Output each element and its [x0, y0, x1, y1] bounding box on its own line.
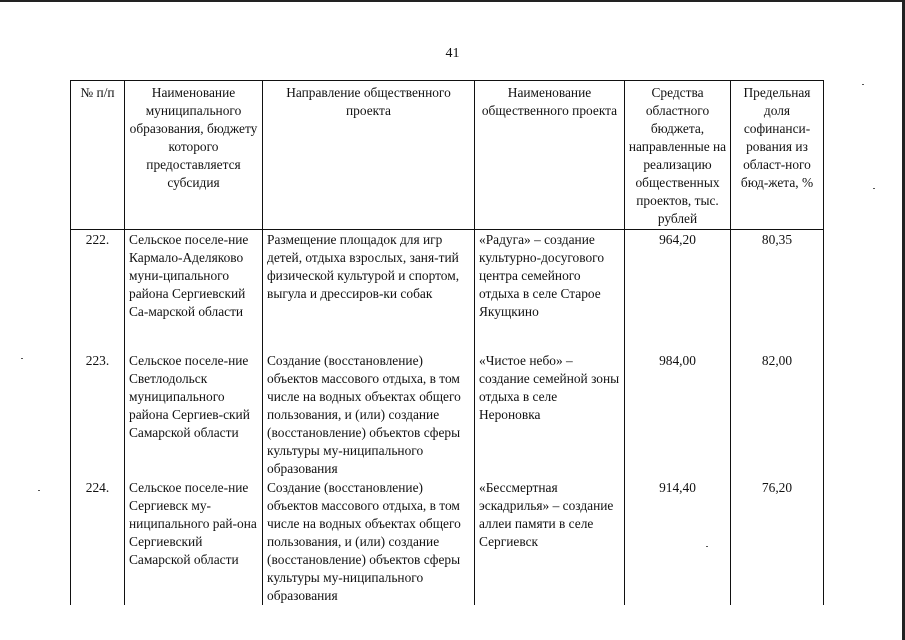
scan-border-top: [0, 0, 905, 2]
row-share: 82,00: [731, 351, 824, 478]
row-funds: 914,40: [625, 478, 731, 605]
header-project-name: Наименование общественного проекта: [475, 81, 625, 230]
row-project-name: «Бессмертная эскадрилья» – создание аллеи памяти в селе Сергиевск: [475, 478, 625, 605]
header-municipality: Наименование муниципального образования, бюджету которого предоставляется субсидия: [125, 81, 263, 230]
scan-speck: [862, 84, 864, 85]
row-number: 223.: [71, 351, 125, 478]
row-share: 76,20: [731, 478, 824, 605]
scan-speck: [38, 490, 40, 491]
scan-speck: [706, 546, 708, 547]
row-number: 224.: [71, 478, 125, 605]
row-project-name: «Чистое небо» – создание семейной зоны отдыха в селе Нероновка: [475, 351, 625, 478]
table-row: [71, 230, 824, 352]
row-funds: 984,00: [625, 351, 731, 478]
row-direction: Размещение площадок для игр детей, отдыха взрослых, заня-тий физической культурой и спортом, выгула и дрессиров-ки собак: [263, 230, 475, 352]
row-funds: 964,20: [625, 230, 731, 352]
table-header-row: [71, 81, 824, 230]
header-share: Предельная доля софинанси-рования из област-ного бюд-жета, %: [731, 81, 824, 230]
row-project-name: «Радуга» – создание культурно-досугового центра семейного отдыха в селе Старое Якущкино: [475, 230, 625, 352]
header-funds: Средства областного бюджета, направленные на реализацию общественных проектов, тыс. рублей: [625, 81, 731, 230]
row-municipality: Сельское поселе-ние Светлодольск муниципального района Сергиев-ский Самарской области: [125, 351, 263, 478]
row-municipality: Сельское поселе-ние Кармало-Аделяково муни-ципального района Сергиевский Са-марской области: [125, 230, 263, 352]
page-number: 41: [445, 46, 460, 61]
scan-speck: [873, 188, 875, 189]
header-number: № п/п: [71, 81, 125, 230]
subsidy-table: [70, 80, 824, 605]
row-number: 222.: [71, 230, 125, 352]
row-share: 80,35: [731, 230, 824, 352]
row-municipality: Сельское поселе-ние Сергиевск му-ниципального рай-она Сергиевский Самарской области: [125, 478, 263, 605]
table-row: [71, 478, 824, 605]
row-direction: Создание (восстановление) объектов массового отдыха, в том числе на водных объектах общего пользования, и (или) создание (восстановление) объектов сферы культуры му-ниципального образования: [263, 478, 475, 605]
table-row: [71, 351, 824, 478]
row-direction: Создание (восстановление) объектов массового отдыха, в том числе на водных объектах общего пользования, и (или) создание (восстановление) объектов сферы культуры му-ниципального образования: [263, 351, 475, 478]
header-direction: Направление общественного проекта: [263, 81, 475, 230]
scan-speck: [21, 358, 23, 359]
